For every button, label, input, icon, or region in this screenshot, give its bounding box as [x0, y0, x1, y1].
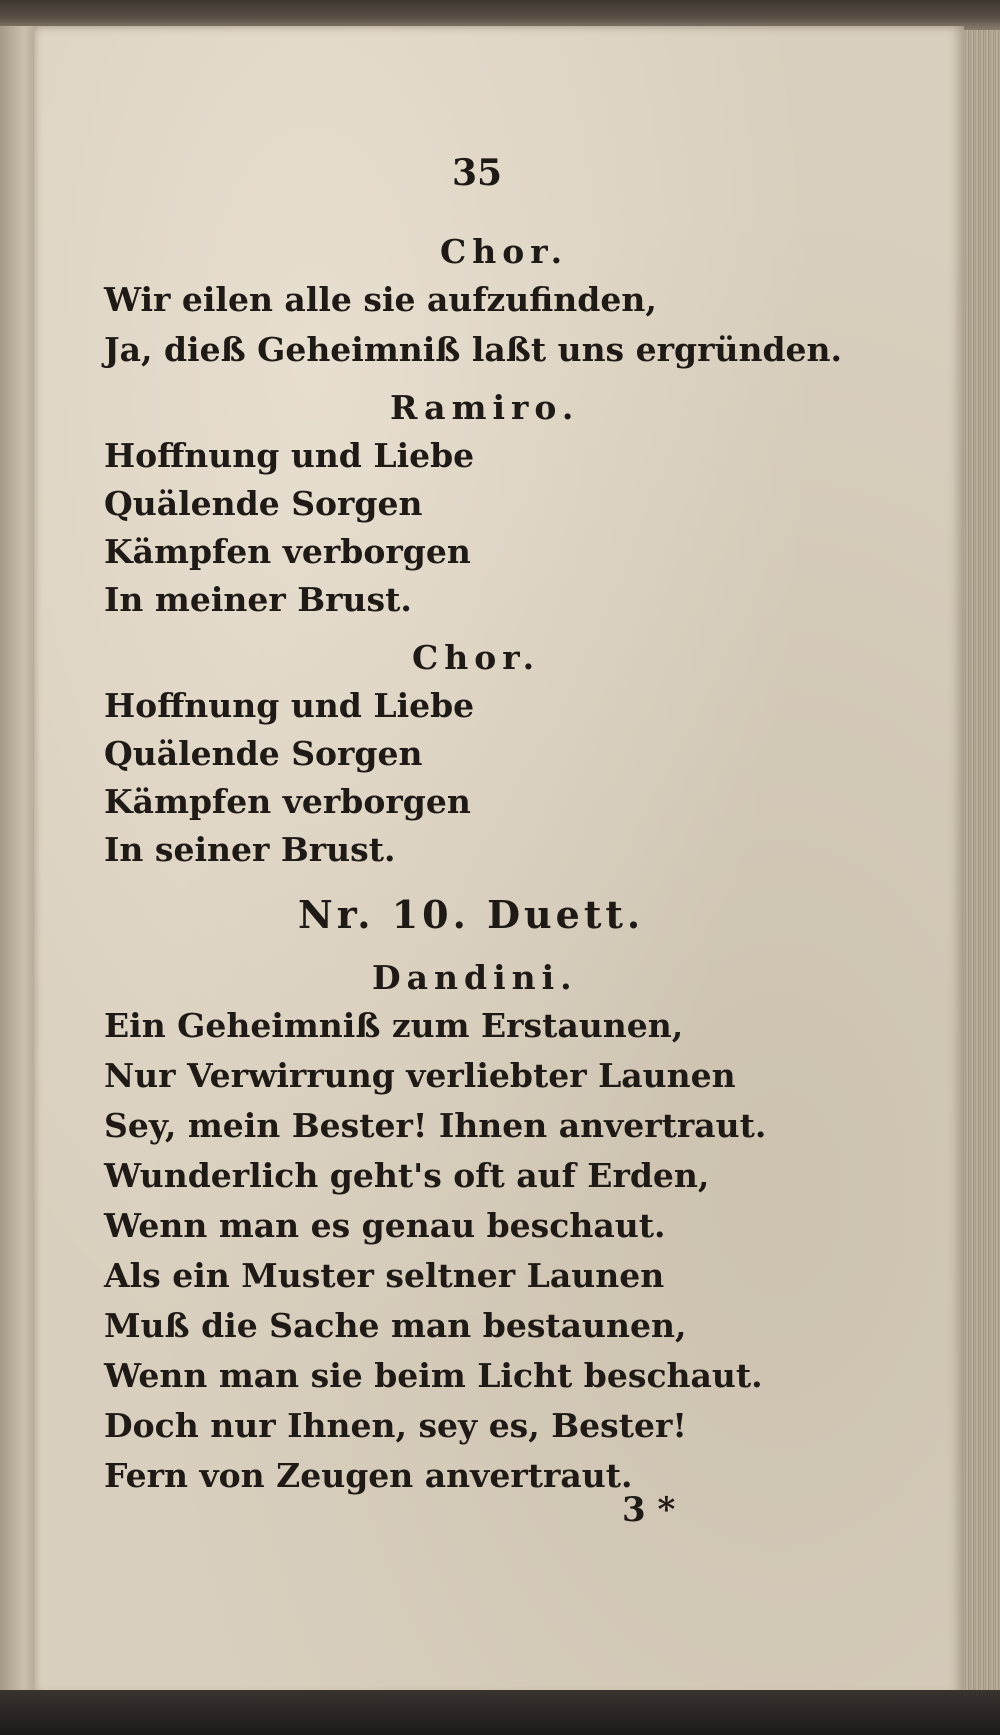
page-edges: [964, 30, 1000, 1690]
verse-line: Wunderlich geht's oft auf Erden,: [104, 1156, 710, 1195]
verse-line: Fern von Zeugen anvertraut.: [104, 1456, 633, 1495]
verse-line: Muß die Sache man bestaunen,: [104, 1306, 687, 1345]
verse-line: Quälende Sorgen: [104, 484, 423, 523]
verse-line: Kämpfen verborgen: [104, 782, 471, 821]
verse-line: Als ein Muster seltner Launen: [104, 1256, 665, 1295]
verse-line: Quälende Sorgen: [104, 734, 423, 773]
verse-line: Doch nur Ihnen, sey es, Bester!: [104, 1406, 687, 1445]
verse-line: In seiner Brust.: [104, 830, 396, 869]
speaker-chor-2: Chor.: [412, 638, 541, 677]
number-heading: Nr. 10. Duett.: [298, 892, 645, 937]
verse-line: Ja, dieß Geheimniß laßt uns ergründen.: [104, 330, 843, 369]
speaker-ramiro: Ramiro.: [390, 388, 580, 427]
verse-line: Kämpfen verborgen: [104, 532, 471, 571]
verse-line: Ein Geheimniß zum Erstaunen,: [104, 1006, 684, 1045]
verse-line: Hoffnung und Liebe: [104, 686, 475, 725]
verse-line: Wir eilen alle sie aufzufinden,: [104, 280, 657, 319]
verse-line: Hoffnung und Liebe: [104, 436, 475, 475]
book-bottom-edge: [0, 1690, 1000, 1735]
speaker-chor-1: Chor.: [440, 232, 569, 271]
speaker-dandini: Dandini.: [372, 958, 578, 997]
verse-line: Sey, mein Bester! Ihnen anvertraut.: [104, 1106, 767, 1145]
page-number: 35: [452, 152, 503, 194]
verse-line: In meiner Brust.: [104, 580, 412, 619]
signature-mark: 3 *: [622, 1490, 676, 1530]
book-gutter: [0, 26, 34, 1706]
verse-line: Wenn man sie beim Licht beschaut.: [104, 1356, 763, 1395]
verse-line: Nur Verwirrung verliebter Launen: [104, 1056, 736, 1095]
verse-line: Wenn man es genau beschaut.: [104, 1206, 666, 1245]
